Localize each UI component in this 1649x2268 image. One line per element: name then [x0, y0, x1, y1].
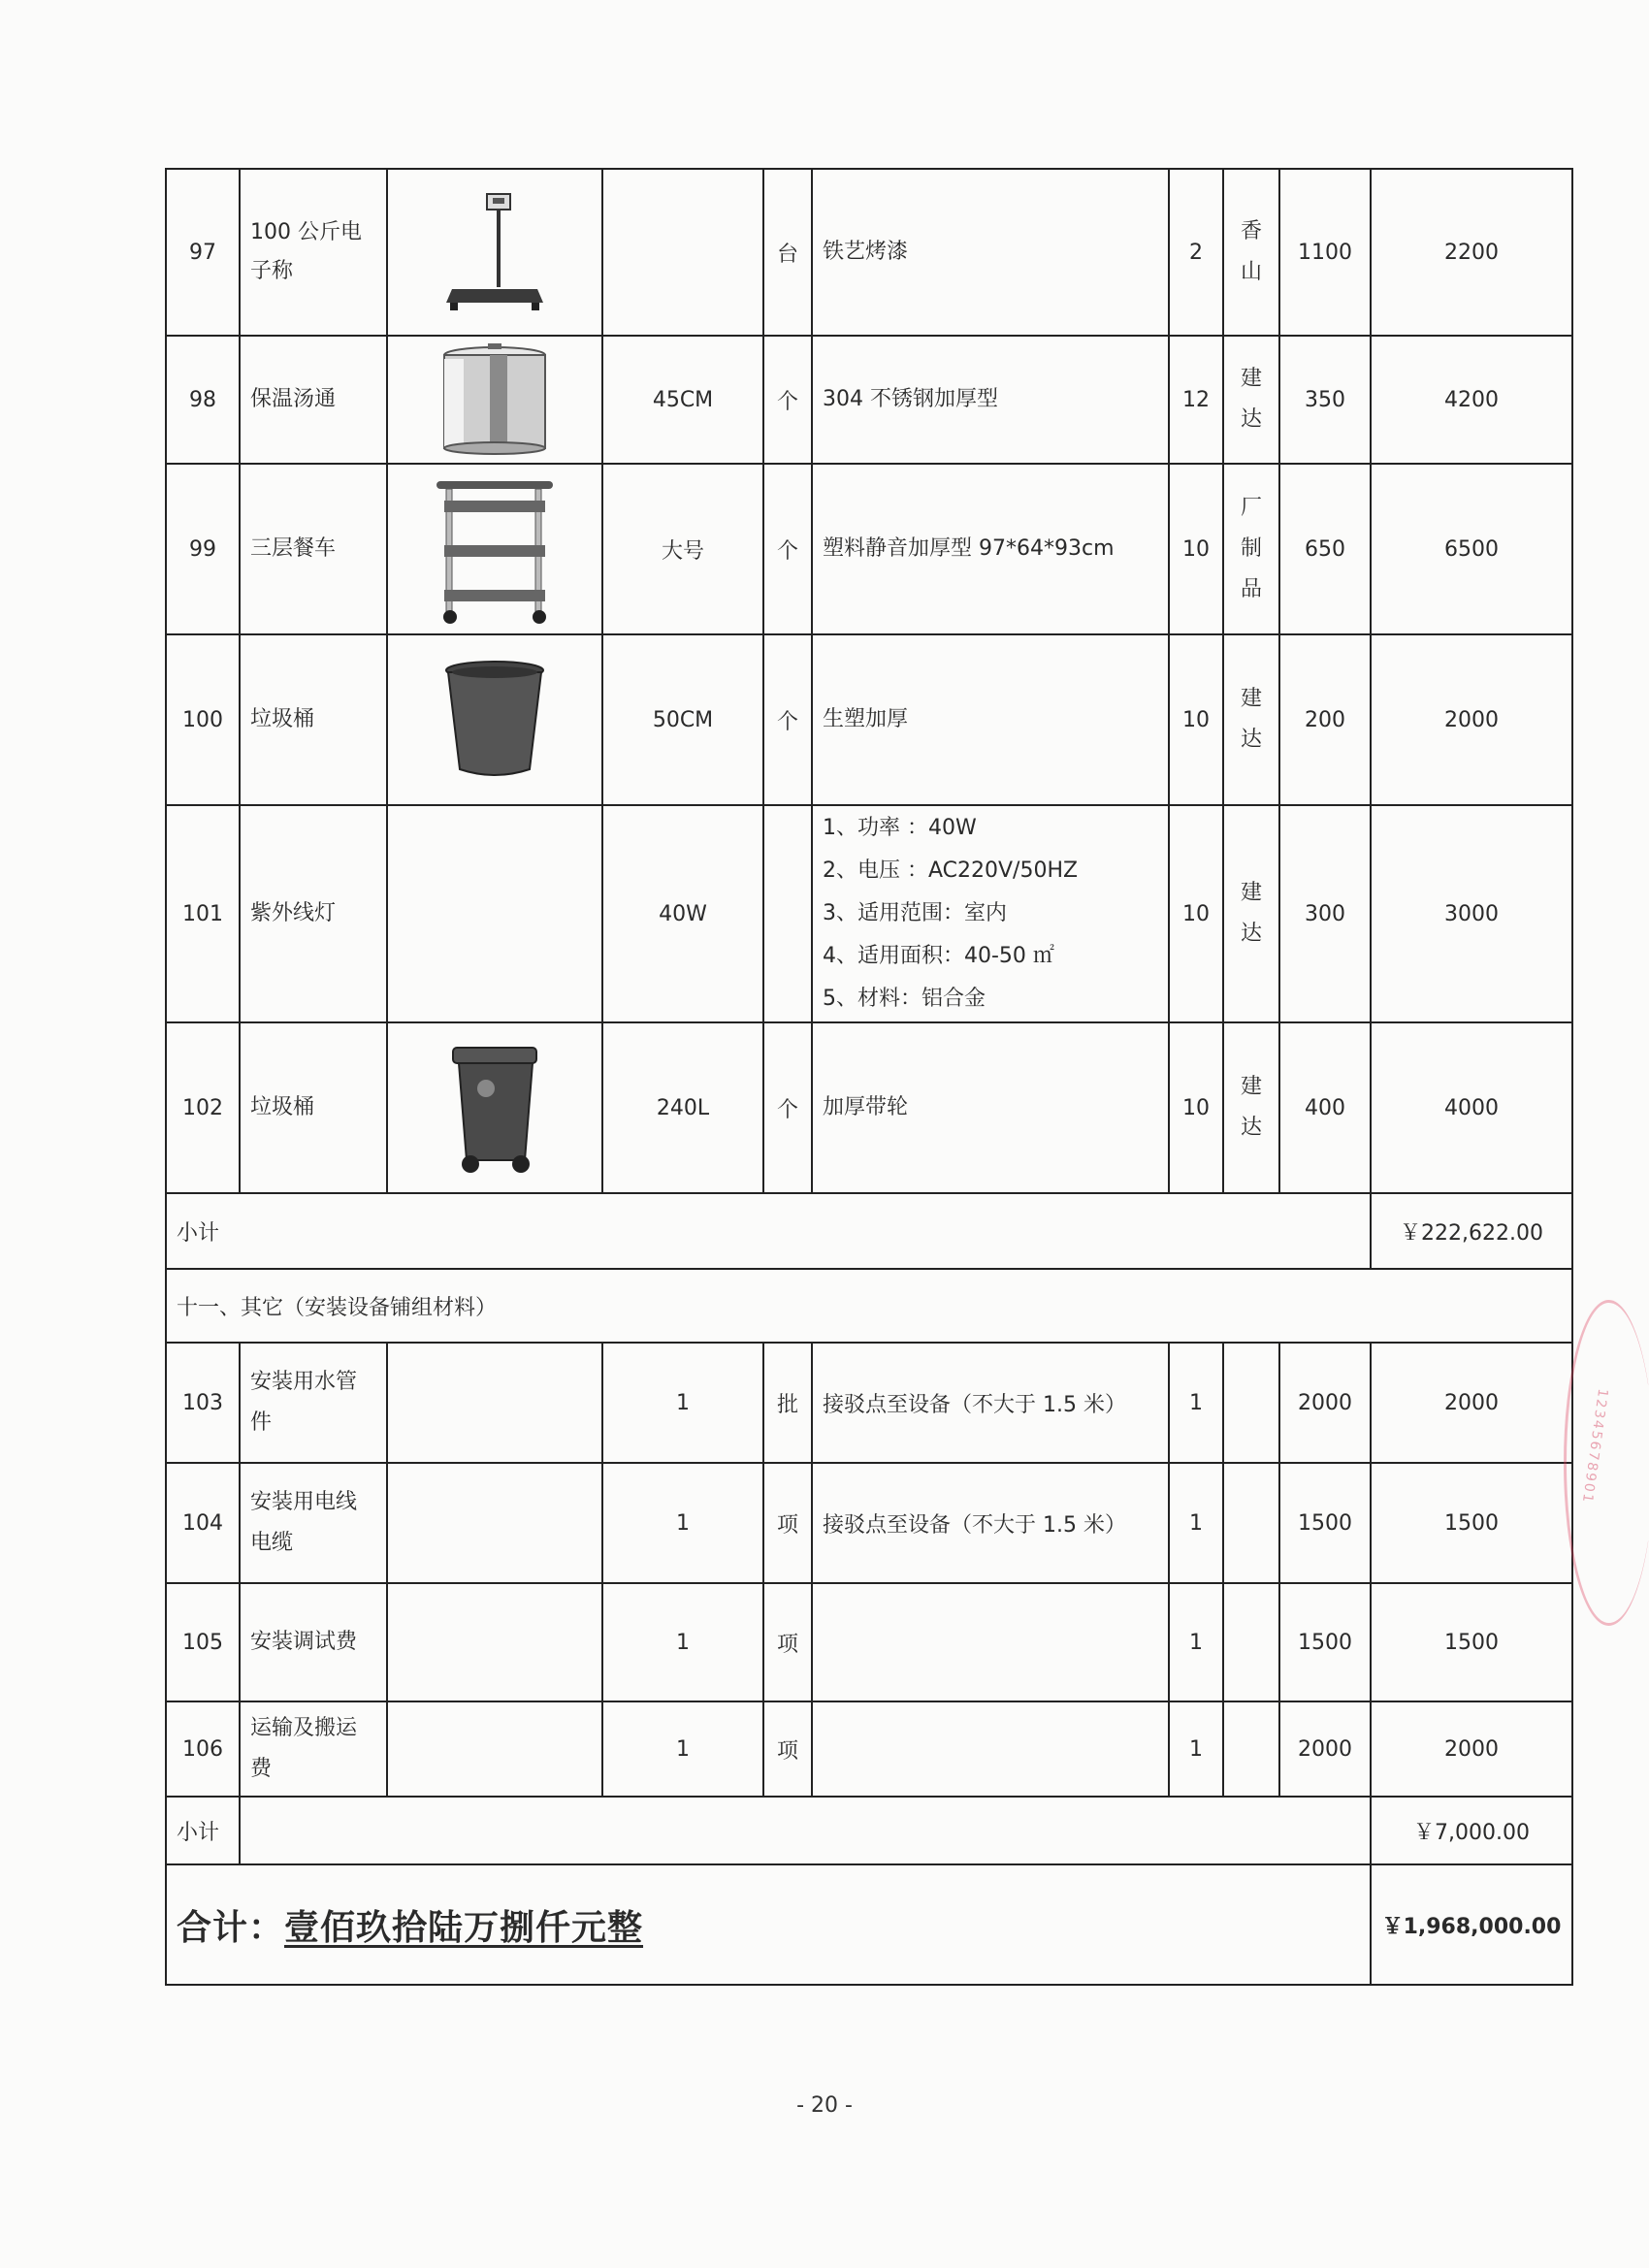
item-number: 104 — [166, 1463, 240, 1583]
brand-char: 建 — [1240, 1075, 1262, 1099]
item-unit: 台 — [763, 169, 812, 336]
item-spec: 1 — [602, 1701, 763, 1797]
item-image — [387, 1463, 602, 1583]
item-quantity: 12 — [1169, 336, 1223, 464]
item-spec: 240L — [602, 1022, 763, 1193]
item-row — [166, 1701, 1572, 1797]
item-unit — [763, 805, 812, 1022]
item-unit: 项 — [763, 1463, 812, 1583]
wheeled-trash-bin-icon — [398, 1040, 592, 1176]
item-name: 紫外线灯 — [240, 805, 387, 1022]
item-unit-price: 350 — [1279, 336, 1371, 464]
item-unit-price: 1100 — [1279, 169, 1371, 336]
item-image — [387, 634, 602, 805]
item-unit: 个 — [763, 1022, 812, 1193]
item-number: 106 — [166, 1701, 240, 1797]
quotation-table — [165, 168, 1573, 1986]
description-line: 铁艺烤漆 — [823, 240, 909, 264]
subtotal-row — [166, 1797, 1572, 1864]
item-row — [166, 1463, 1572, 1583]
grand-total-prefix: 合计： — [177, 1907, 285, 1948]
item-number: 102 — [166, 1022, 240, 1193]
description-line: 3、适用范围：室内 — [823, 901, 1007, 925]
item-description — [812, 1701, 1169, 1797]
item-brand — [1223, 1022, 1279, 1193]
item-brand — [1223, 169, 1279, 336]
subtotal-blank — [240, 1797, 1371, 1864]
item-image — [387, 336, 602, 464]
grand-total-amount-cn: 壹佰玖拾陆万捌仟元整 — [284, 1907, 644, 1948]
item-unit-price: 400 — [1279, 1022, 1371, 1193]
item-name: 安装调试费 — [240, 1583, 387, 1701]
item-number: 100 — [166, 634, 240, 805]
brand-char: 香 — [1240, 219, 1262, 243]
item-number: 105 — [166, 1583, 240, 1701]
item-name: 运输及搬运费 — [240, 1701, 387, 1797]
item-amount: 4200 — [1371, 336, 1572, 464]
item-image — [387, 1701, 602, 1797]
description-line: 5、材料：铝合金 — [823, 987, 986, 1011]
item-quantity: 1 — [1169, 1343, 1223, 1463]
brand-char: 厂 — [1240, 496, 1262, 520]
item-description — [812, 634, 1169, 805]
item-amount: 1500 — [1371, 1463, 1572, 1583]
item-quantity: 1 — [1169, 1701, 1223, 1797]
description-line: 4、适用面积：40-50 ㎡ — [823, 944, 1054, 968]
item-image — [387, 1583, 602, 1701]
item-row — [166, 169, 1572, 336]
item-amount: 3000 — [1371, 805, 1572, 1022]
brand-char: 达 — [1240, 407, 1262, 432]
item-description: 接驳点至设备（不大于 1.5 米） — [812, 1463, 1169, 1583]
item-description — [812, 169, 1169, 336]
item-description — [812, 1583, 1169, 1701]
item-unit: 个 — [763, 336, 812, 464]
subtotal-label: 小计 — [166, 1797, 240, 1864]
item-name: 安装用水管件 — [240, 1343, 387, 1463]
item-unit-price: 1500 — [1279, 1463, 1371, 1583]
round-trash-bin-icon — [398, 657, 592, 783]
item-row — [166, 805, 1572, 1022]
item-row — [166, 1343, 1572, 1463]
item-brand — [1223, 805, 1279, 1022]
description-line: 2、电压 ：AC220V/50HZ — [823, 859, 1079, 883]
item-unit-price: 1500 — [1279, 1583, 1371, 1701]
item-amount: 4000 — [1371, 1022, 1572, 1193]
item-brand — [1223, 1343, 1279, 1463]
item-amount: 2000 — [1371, 634, 1572, 805]
item-quantity: 2 — [1169, 169, 1223, 336]
item-number: 101 — [166, 805, 240, 1022]
item-description — [812, 336, 1169, 464]
item-amount: 6500 — [1371, 464, 1572, 634]
item-spec: 1 — [602, 1343, 763, 1463]
item-description — [812, 464, 1169, 634]
item-description — [812, 805, 1169, 1022]
item-spec: 45CM — [602, 336, 763, 464]
electronic-scale-icon — [398, 184, 592, 320]
brand-char: 建 — [1240, 367, 1262, 391]
item-description — [812, 1022, 1169, 1193]
item-name: 保温汤通 — [240, 336, 387, 464]
brand-char: 建 — [1240, 687, 1262, 711]
item-name: 垃圾桶 — [240, 1022, 387, 1193]
item-row — [166, 634, 1572, 805]
item-image — [387, 1022, 602, 1193]
grand-total-label — [166, 1864, 1371, 1985]
grand-total-amount: ￥1,968,000.00 — [1371, 1864, 1572, 1985]
item-brand — [1223, 634, 1279, 805]
item-name: 100 公斤电子称 — [240, 169, 387, 336]
item-quantity: 10 — [1169, 805, 1223, 1022]
item-row — [166, 1583, 1572, 1701]
item-row — [166, 1022, 1572, 1193]
item-spec: 1 — [602, 1463, 763, 1583]
item-spec: 50CM — [602, 634, 763, 805]
seal-number: 12345678901 — [1578, 1387, 1611, 1506]
brand-char: 山 — [1240, 260, 1262, 284]
item-unit: 项 — [763, 1583, 812, 1701]
item-image — [387, 805, 602, 1022]
description-line: 304 不锈钢加厚型 — [823, 387, 998, 411]
item-number: 97 — [166, 169, 240, 336]
item-amount: 2000 — [1371, 1701, 1572, 1797]
item-unit-price: 650 — [1279, 464, 1371, 634]
brand-char: 制 — [1240, 536, 1262, 561]
soup-bucket-icon — [398, 341, 592, 458]
item-brand — [1223, 1463, 1279, 1583]
item-amount: 2200 — [1371, 169, 1572, 336]
brand-char: 达 — [1240, 728, 1262, 752]
item-row — [166, 336, 1572, 464]
description-line: 塑料静音加厚型 97*64*93cm — [823, 536, 1115, 561]
item-number: 103 — [166, 1343, 240, 1463]
subtotal-row — [166, 1193, 1572, 1269]
item-brand — [1223, 1701, 1279, 1797]
item-name: 三层餐车 — [240, 464, 387, 634]
description-line: 生塑加厚 — [823, 707, 909, 731]
item-image — [387, 1343, 602, 1463]
item-unit-price: 200 — [1279, 634, 1371, 805]
item-unit: 项 — [763, 1701, 812, 1797]
description-line: 1、功率 ：40W — [823, 816, 977, 840]
subtotal-label: 小计 — [166, 1193, 1371, 1269]
item-unit: 个 — [763, 634, 812, 805]
item-brand — [1223, 464, 1279, 634]
brand-char: 达 — [1240, 1116, 1262, 1140]
item-spec — [602, 169, 763, 336]
item-name: 垃圾桶 — [240, 634, 387, 805]
item-unit-price: 300 — [1279, 805, 1371, 1022]
item-name: 安装用电线电缆 — [240, 1463, 387, 1583]
page-number: - 20 - — [796, 2093, 853, 2118]
item-unit-price: 2000 — [1279, 1343, 1371, 1463]
brand-char: 品 — [1240, 577, 1262, 601]
item-row — [166, 464, 1572, 634]
item-brand — [1223, 1583, 1279, 1701]
item-amount: 1500 — [1371, 1583, 1572, 1701]
subtotal-amount: ￥7,000.00 — [1371, 1797, 1572, 1864]
description-line: 加厚带轮 — [823, 1095, 909, 1119]
item-quantity: 1 — [1169, 1463, 1223, 1583]
item-spec: 1 — [602, 1583, 763, 1701]
service-cart-icon — [398, 471, 592, 627]
item-number: 98 — [166, 336, 240, 464]
subtotal-amount: ￥222,622.00 — [1371, 1193, 1572, 1269]
item-description: 接驳点至设备（不大于 1.5 米） — [812, 1343, 1169, 1463]
item-quantity: 10 — [1169, 464, 1223, 634]
item-spec: 40W — [602, 805, 763, 1022]
item-quantity: 10 — [1169, 1022, 1223, 1193]
item-amount: 2000 — [1371, 1343, 1572, 1463]
section-title: 十一、其它（安装设备铺组材料） — [166, 1269, 1572, 1343]
grand-total-row — [166, 1864, 1572, 1985]
item-image — [387, 169, 602, 336]
item-quantity: 10 — [1169, 634, 1223, 805]
item-unit-price: 2000 — [1279, 1701, 1371, 1797]
item-brand — [1223, 336, 1279, 464]
item-spec: 大号 — [602, 464, 763, 634]
item-quantity: 1 — [1169, 1583, 1223, 1701]
section-header-row — [166, 1269, 1572, 1343]
item-number: 99 — [166, 464, 240, 634]
item-unit: 个 — [763, 464, 812, 634]
item-unit: 批 — [763, 1343, 812, 1463]
brand-char: 建 — [1240, 881, 1262, 905]
item-image — [387, 464, 602, 634]
brand-char: 达 — [1240, 922, 1262, 946]
